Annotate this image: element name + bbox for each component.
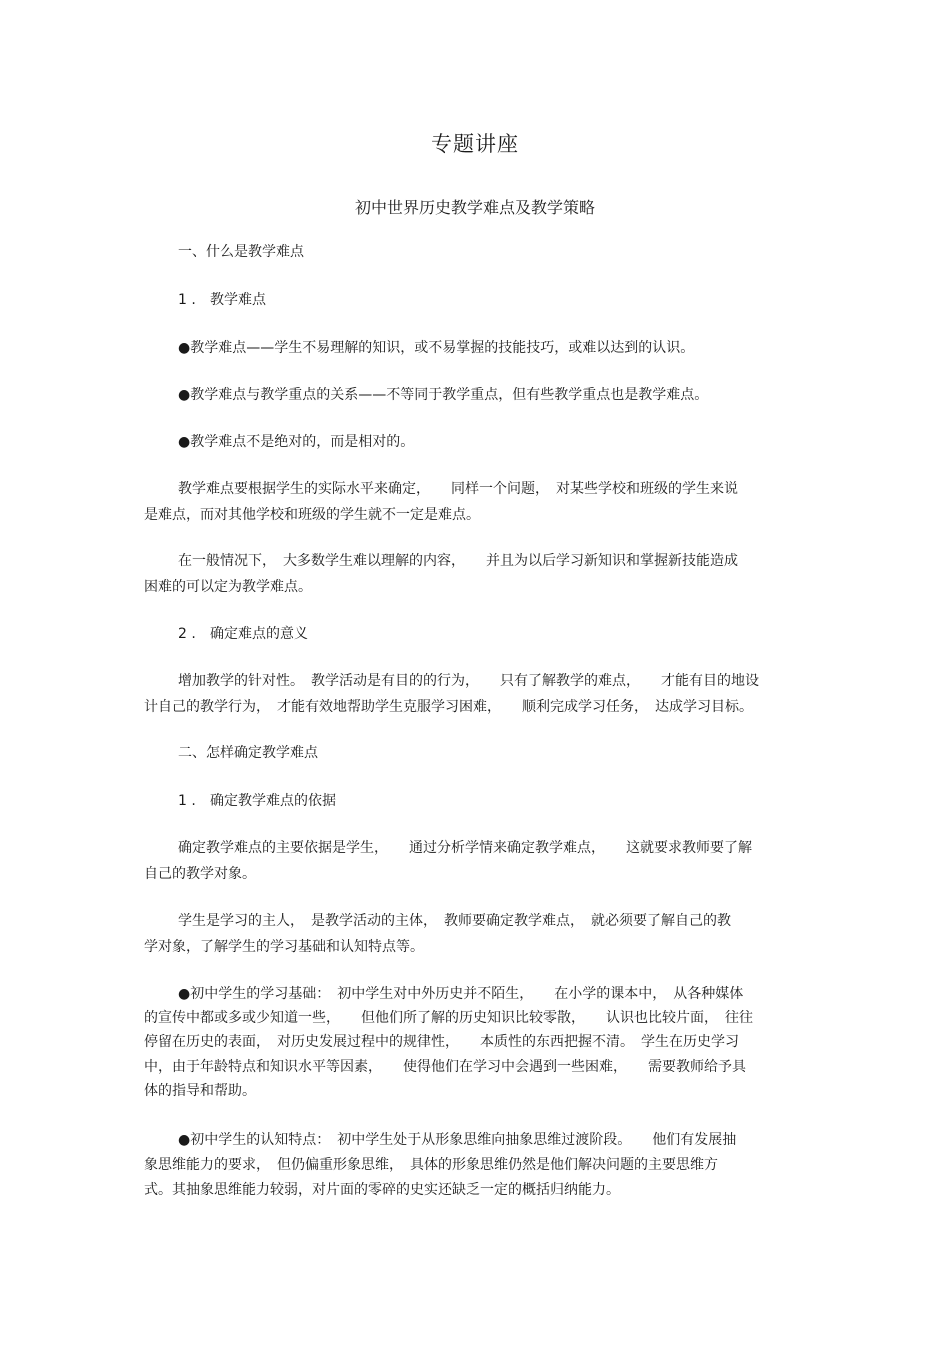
paragraph-line: 体的指导和帮助。	[144, 1083, 256, 1099]
bullet-relation: ●教学难点与教学重点的关系——不等同于教学重点，但有些教学重点也是教学难点。	[178, 387, 709, 403]
paragraph-line: 的宣传中都或多或少知道一些， 但他们所了解的历史知识比较零散， 认识也比较片面， 往往	[144, 1010, 753, 1026]
item-label: 确定教学难点的依据	[210, 793, 336, 809]
section-1-item-2	[178, 624, 308, 644]
item-number: 1 .	[178, 793, 196, 809]
paragraph-line: 中，由于年龄特点和知识水平等因素， 使得他们在学习中会遇到一些困难， 需要教师给予具	[144, 1059, 746, 1075]
paragraph-line: 增加教学的针对性。 教学活动是有目的的行为， 只有了解教学的难点， 才能有目的地设	[178, 673, 759, 689]
item-label: 教学难点	[210, 292, 266, 308]
paragraph-line: ●初中学生的学习基础： 初中学生对中外历史并不陌生， 在小学的课本中， 从各种媒体	[178, 986, 744, 1002]
paragraph-line: ●初中学生的认知特点： 初中学生处于从形象思维向抽象思维过渡阶段。 他们有发展抽	[178, 1132, 737, 1148]
paragraph-line: 计自己的教学行为， 才能有效地帮助学生克服学习困难， 顺利完成学习任务， 达成学习目标。	[144, 699, 753, 715]
bullet-definition: ●教学难点——学生不易理解的知识，或不易掌握的技能技巧，或难以达到的认识。	[178, 340, 695, 356]
paragraph-line: 学生是学习的主人， 是教学活动的主体， 教师要确定教学难点， 就必须要了解自己的教	[178, 913, 731, 929]
document-subtitle: 初中世界历史教学难点及教学策略	[354, 198, 595, 217]
paragraph-line: 确定教学难点的主要依据是学生， 通过分析学情来确定教学难点， 这就要求教师要了解	[178, 840, 752, 856]
paragraph-line: 式。其抽象思维能力较弱，对片面的零碎的史实还缺乏一定的概括归纳能力。	[144, 1182, 620, 1198]
paragraph-line: 困难的可以定为教学难点。	[144, 579, 312, 595]
section-2-item-1	[178, 791, 336, 811]
section-2-heading: 二、怎样确定教学难点	[178, 745, 318, 761]
paragraph-line: 象思维能力的要求， 但仍偏重形象思维， 具体的形象思维仍然是他们解决问题的主要思维方	[144, 1157, 718, 1173]
item-number: 1 .	[178, 292, 196, 308]
paragraph-line: 教学难点要根据学生的实际水平来确定， 同样一个问题， 对某些学校和班级的学生来说	[178, 481, 738, 497]
document-title: 专题讲座	[431, 132, 519, 156]
paragraph-line: 自己的教学对象。	[144, 866, 256, 882]
paragraph-line: 停留在历史的表面， 对历史发展过程中的规律性， 本质性的东西把握不清。 学生在历史学习	[144, 1034, 739, 1050]
paragraph-line: 是难点，而对其他学校和班级的学生就不一定是难点。	[144, 507, 480, 523]
item-label: 确定难点的意义	[210, 626, 308, 642]
paragraph-line: 在一般情况下， 大多数学生难以理解的内容， 并且为以后学习新知识和掌握新技能造成	[178, 553, 738, 569]
section-1-item-1	[178, 290, 266, 310]
bullet-relative: ●教学难点不是绝对的，而是相对的。	[178, 434, 415, 450]
paragraph-line: 学对象，了解学生的学习基础和认知特点等。	[144, 939, 424, 955]
section-1-heading: 一、什么是教学难点	[178, 244, 304, 260]
item-number: 2 .	[178, 626, 196, 642]
